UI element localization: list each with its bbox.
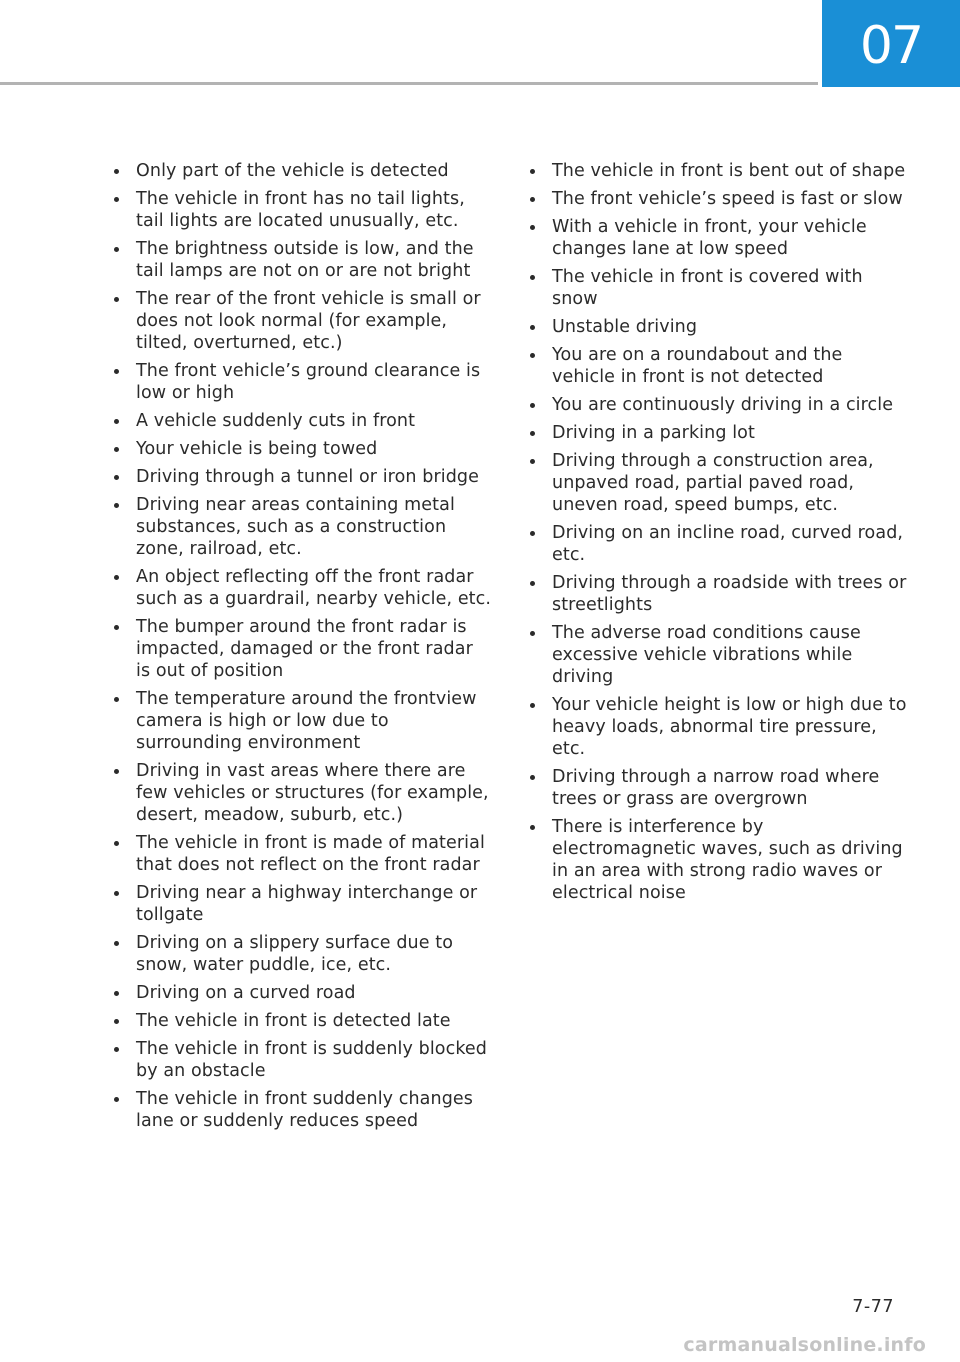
list-item	[110, 288, 492, 354]
list-item	[110, 688, 492, 754]
list-item	[110, 360, 492, 404]
list-item	[526, 622, 910, 688]
list-item	[526, 766, 910, 810]
bullet-icon	[530, 581, 535, 586]
list-item	[526, 572, 910, 616]
list-item-text: The brightness outside is low, and the tail lamps are not on or are not bright	[136, 239, 474, 281]
bullet-icon	[530, 275, 535, 280]
list-item-text: The vehicle in front has no tail lights, tail lights are located unusually, etc.	[136, 189, 465, 231]
bullet-icon	[530, 531, 535, 536]
bullet-icon	[530, 825, 535, 830]
bullet-icon	[530, 225, 535, 230]
list-item	[526, 522, 910, 566]
bullet-icon	[530, 775, 535, 780]
list-item-text: Driving near a highway interchange or tollgate	[136, 883, 478, 925]
bullet-icon	[114, 247, 119, 252]
list-item	[110, 494, 492, 560]
bullet-icon	[114, 891, 119, 896]
list-item-text: An object reflecting off the front radar such as a guardrail, nearby vehicle, etc.	[136, 567, 492, 609]
bullet-icon	[114, 169, 119, 174]
list-item	[110, 1088, 492, 1132]
list-item	[526, 266, 910, 310]
list-item-text: Your vehicle height is low or high due to heavy loads, abnormal tire pressure, etc.	[552, 695, 907, 759]
list-item	[110, 160, 492, 182]
list-item	[110, 616, 492, 682]
bullet-icon	[114, 1047, 119, 1052]
list-item-text: Driving on a curved road	[136, 983, 356, 1003]
list-item	[110, 1010, 492, 1032]
list-item-text: Driving through a construction area, unpaved road, partial paved road, uneven road, speed bumps, etc.	[552, 451, 874, 515]
list-item	[110, 982, 492, 1004]
bullet-icon	[530, 325, 535, 330]
list-item	[526, 394, 910, 416]
bullet-icon	[530, 169, 535, 174]
list-item	[110, 832, 492, 876]
list-item	[110, 466, 492, 488]
bullet-icon	[114, 697, 119, 702]
list-item	[110, 238, 492, 282]
bullet-icon	[114, 297, 119, 302]
list-item-text: The vehicle in front is suddenly blocked by an obstacle	[136, 1039, 488, 1081]
bullet-icon	[530, 197, 535, 202]
list-item-text: Driving on an incline road, curved road, etc.	[552, 523, 904, 565]
bullet-icon	[114, 1097, 119, 1102]
bullet-icon	[114, 475, 119, 480]
watermark: carmanualsonline.info	[683, 1334, 926, 1356]
list-item	[110, 760, 492, 826]
list-item-text: A vehicle suddenly cuts in front	[136, 411, 416, 431]
bullet-icon	[530, 353, 535, 358]
list-item	[526, 160, 910, 182]
list-item-text: Driving through a narrow road where trees or grass are overgrown	[552, 767, 880, 809]
list-item-text: The rear of the front vehicle is small or does not look normal (for example, tilted, overturned, etc.)	[136, 289, 481, 353]
list-item	[526, 694, 910, 760]
chapter-number: 07	[859, 15, 923, 76]
list-item-text: The vehicle in front is made of material that does not reflect on the front radar	[136, 833, 485, 875]
list-item	[526, 422, 910, 444]
list-item-text: The bumper around the front radar is impacted, damaged or the front radar is out of position	[136, 617, 473, 681]
list-item-text: The adverse road conditions cause excessive vehicle vibrations while driving	[552, 623, 861, 687]
list-item	[110, 566, 492, 610]
right-bullet-list	[526, 160, 910, 910]
chapter-tab	[822, 0, 960, 87]
list-item	[526, 344, 910, 388]
bullet-icon	[530, 631, 535, 636]
list-item-text: Unstable driving	[552, 317, 698, 337]
list-item-text: Driving through a roadside with trees or streetlights	[552, 573, 907, 615]
list-item	[110, 188, 492, 232]
header-rule	[0, 82, 818, 85]
list-item	[526, 816, 910, 904]
list-item-text: The front vehicle’s speed is fast or slow	[552, 189, 903, 209]
bullet-icon	[114, 841, 119, 846]
bullet-icon	[530, 703, 535, 708]
list-item-text: You are continuously driving in a circle	[552, 395, 894, 415]
bullet-icon	[114, 197, 119, 202]
list-item	[526, 216, 910, 260]
list-item	[526, 450, 910, 516]
list-item-text: You are on a roundabout and the vehicle in front is not detected	[552, 345, 843, 387]
list-item	[110, 1038, 492, 1082]
list-item-text: There is interference by electromagnetic waves, such as driving in an area with strong radio waves or electrical noise	[552, 817, 903, 903]
bullet-icon	[114, 1019, 119, 1024]
list-item-text: The temperature around the frontview camera is high or low due to surrounding environment	[136, 689, 477, 753]
list-item-text: With a vehicle in front, your vehicle changes lane at low speed	[552, 217, 867, 259]
left-bullet-list	[110, 160, 492, 1138]
list-item-text: Driving through a tunnel or iron bridge	[136, 467, 479, 487]
list-item-text: Driving in a parking lot	[552, 423, 755, 443]
bullet-icon	[114, 419, 119, 424]
list-item-text: Driving on a slippery surface due to snow, water puddle, ice, etc.	[136, 933, 454, 975]
list-item-text: The vehicle in front is bent out of shape	[552, 161, 906, 181]
bullet-icon	[114, 575, 119, 580]
bullet-icon	[530, 459, 535, 464]
page-number: 7-77	[852, 1297, 894, 1317]
list-item-text: The vehicle in front is detected late	[136, 1011, 451, 1031]
bullet-icon	[114, 941, 119, 946]
bullet-icon	[114, 503, 119, 508]
list-item	[526, 188, 910, 210]
list-item-text: Driving in vast areas where there are few vehicles or structures (for example, desert, meadow, suburb, etc.)	[136, 761, 489, 825]
list-item	[526, 316, 910, 338]
bullet-icon	[530, 403, 535, 408]
list-item	[110, 410, 492, 432]
bullet-icon	[114, 991, 119, 996]
list-item	[110, 438, 492, 460]
list-item-text: Your vehicle is being towed	[136, 439, 378, 459]
bullet-icon	[114, 447, 119, 452]
list-item	[110, 882, 492, 926]
list-item-text: Only part of the vehicle is detected	[136, 161, 449, 181]
list-item	[110, 932, 492, 976]
bullet-icon	[114, 625, 119, 630]
list-item-text: The vehicle in front is covered with snow	[552, 267, 863, 309]
bullet-icon	[530, 431, 535, 436]
list-item-text: Driving near areas containing metal substances, such as a construction zone, railroad, etc.	[136, 495, 455, 559]
list-item-text: The vehicle in front suddenly changes lane or suddenly reduces speed	[136, 1089, 473, 1131]
bullet-icon	[114, 369, 119, 374]
bullet-icon	[114, 769, 119, 774]
list-item-text: The front vehicle’s ground clearance is low or high	[136, 361, 481, 403]
